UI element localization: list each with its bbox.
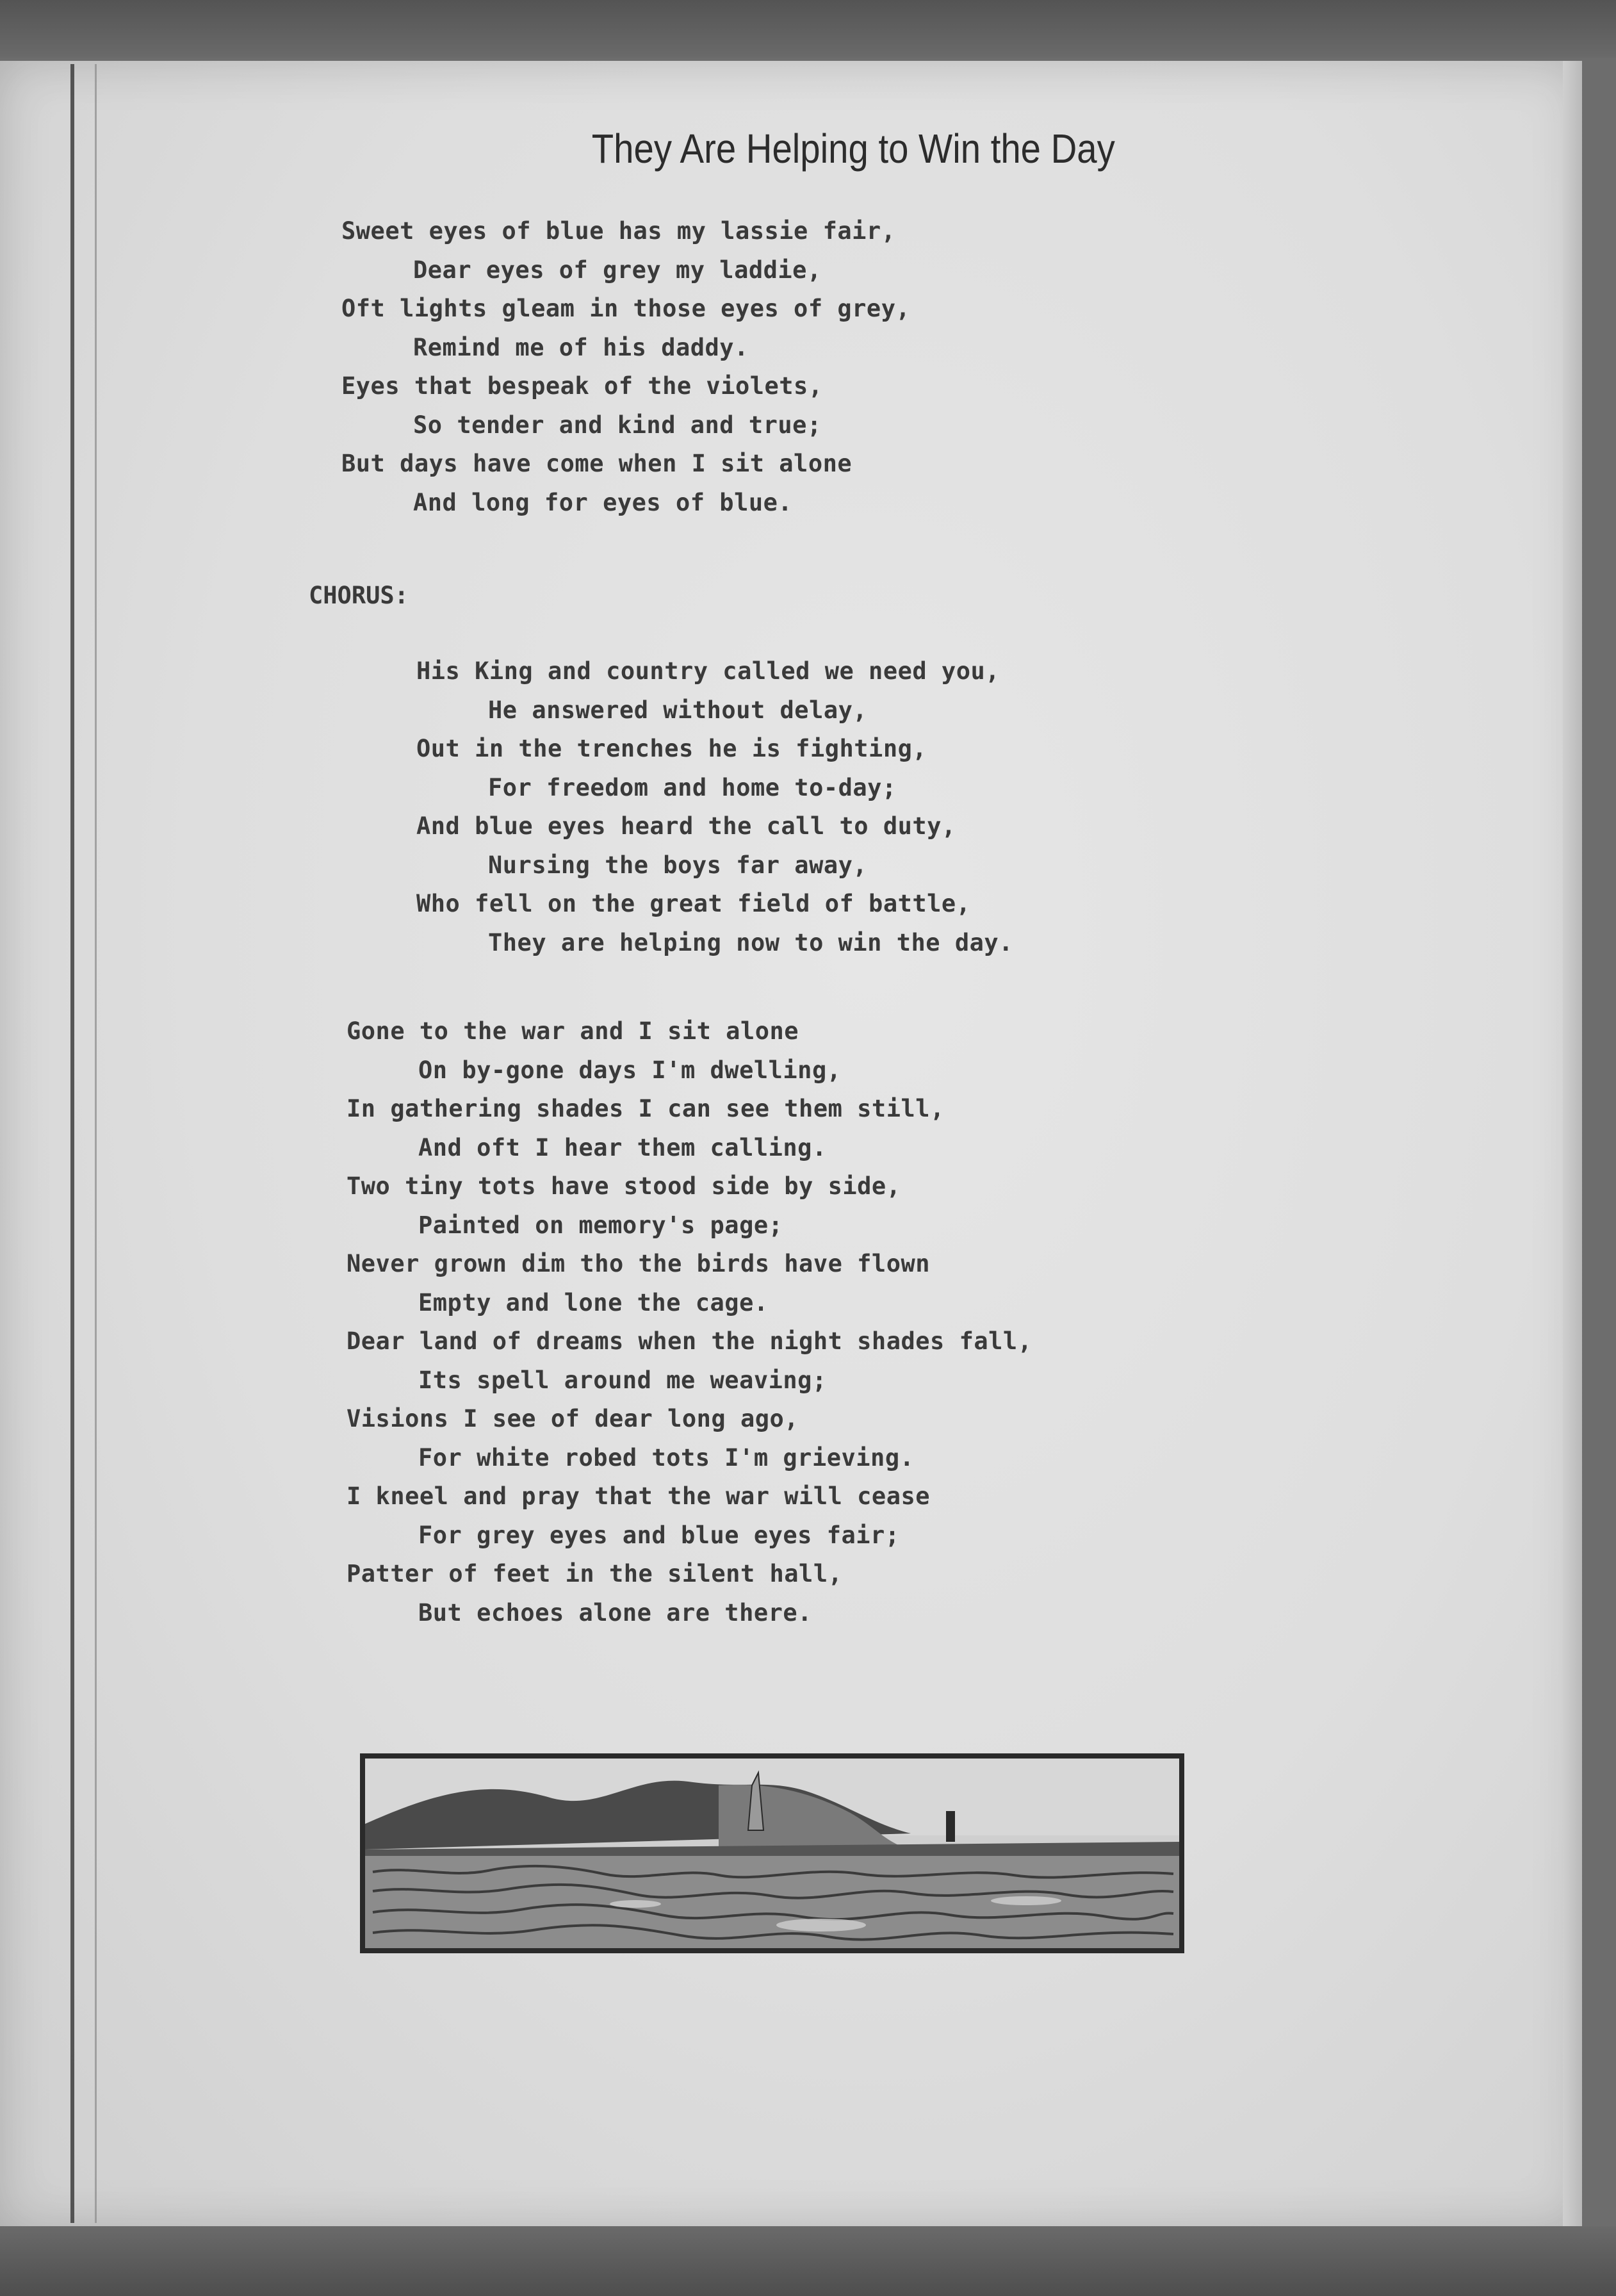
- poem-line: For white robed tots I'm grieving.: [418, 1443, 915, 1472]
- poem-line: For freedom and home to-day;: [488, 773, 897, 801]
- poem-line: Eyes that bespeak of the violets,: [341, 372, 823, 400]
- verse-first: [341, 212, 910, 522]
- poem-line: Patter of feet in the silent hall,: [347, 1560, 843, 1587]
- poem-line: Dear eyes of grey my laddie,: [413, 256, 822, 284]
- poem-title: They Are Helping to Win the Day: [591, 126, 1115, 172]
- scan-top-border: [0, 0, 1616, 58]
- chorus-stanza: [416, 652, 1013, 962]
- poem-line: Never grown dim tho the birds have flown: [347, 1250, 931, 1277]
- poem-line: His King and country called we need you,: [416, 657, 1000, 685]
- poem-line: But days have come when I sit alone: [341, 450, 853, 477]
- poem-line: And blue eyes heard the call to duty,: [416, 812, 956, 840]
- poem-line: Sweet eyes of blue has my lassie fair,: [341, 217, 896, 245]
- poem-line: Remind me of his daddy.: [413, 333, 749, 361]
- poem-line: Nursing the boys far away,: [488, 851, 868, 879]
- poem-line: In gathering shades I can see them still,: [347, 1095, 945, 1122]
- poem-line: But echoes alone are there.: [418, 1598, 812, 1627]
- poem-line: On by-gone days I'm dwelling,: [418, 1056, 842, 1084]
- poem-line: For grey eyes and blue eyes fair;: [418, 1521, 900, 1549]
- scan-bottom-border: [0, 2226, 1616, 2296]
- chorus-heading: CHORUS:: [309, 582, 409, 609]
- poem-line: Its spell around me weaving;: [418, 1366, 827, 1394]
- poem-line: Dear land of dreams when the night shades fall,: [347, 1327, 1032, 1355]
- verse-second: [347, 1012, 1032, 1632]
- poem-line: They are helping now to win the day.: [488, 928, 1013, 956]
- page-right-edge: [1563, 61, 1582, 2229]
- poem-line: And long for eyes of blue.: [413, 488, 793, 516]
- poem-line: I kneel and pray that the war will cease: [347, 1482, 931, 1510]
- poem-line: Oft lights gleam in those eyes of grey,: [341, 295, 911, 322]
- poem-line: Gone to the war and I sit alone: [347, 1017, 799, 1045]
- poem-line: Painted on memory's page;: [418, 1211, 783, 1239]
- page-fold-line: [70, 64, 74, 2223]
- poem-line: Who fell on the great field of battle,: [416, 890, 971, 917]
- poem-line: And oft I hear them calling.: [418, 1133, 827, 1161]
- illustration-tower: [946, 1811, 955, 1842]
- poem-line: Two tiny tots have stood side by side,: [347, 1172, 901, 1200]
- poem-line: Visions I see of dear long ago,: [347, 1405, 799, 1432]
- poem-line: So tender and kind and true;: [413, 411, 822, 439]
- poem-line: He answered without delay,: [488, 696, 868, 724]
- poem-line: Empty and lone the cage.: [418, 1288, 769, 1316]
- page-fold-shadow: [95, 64, 97, 2223]
- poem-line: Out in the trenches he is fighting,: [416, 735, 927, 762]
- coastal-landscape-illustration: [360, 1753, 1184, 1953]
